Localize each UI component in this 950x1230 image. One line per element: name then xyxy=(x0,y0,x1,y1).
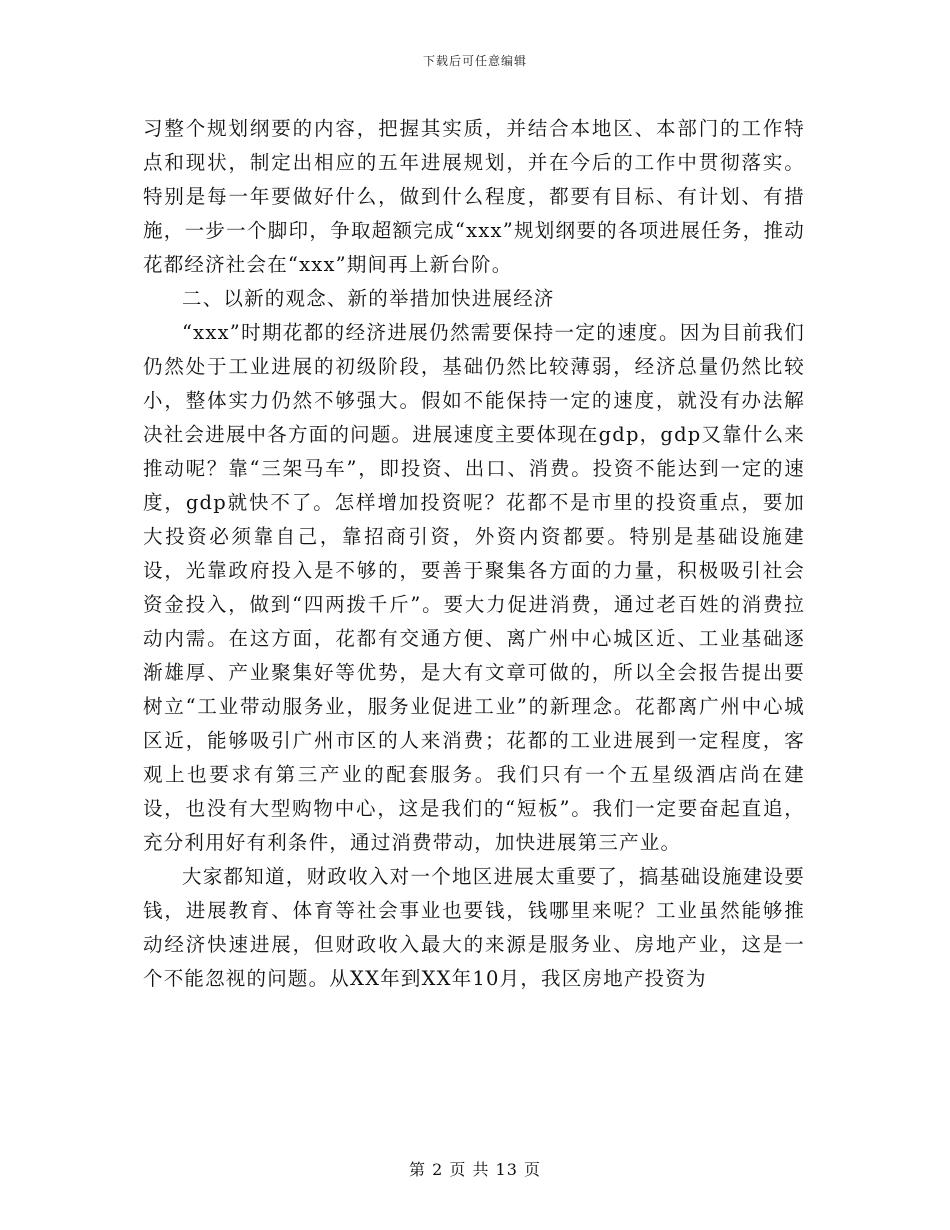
paragraph-continuation: 习整个规划纲要的内容，把握其实质，并结合本地区、本部门的工作特点和现状，制定出相应的五年进展规划，并在今后的工作中贯彻落实。特别是每一年要做好什么，做到什么程度，都要有目标、有计划、有措施，一步一个脚印，争取超额完成“xxx”规划纲要的各项进展任务，推动花都经济社会在“xxx”期间再上新台阶。 xyxy=(143,117,805,276)
paragraph-finance: 大家都知道，财政收入对一个地区进展太重要了，搞基础设施建设要钱，进展教育、体育等社会事业也要钱，钱哪里来呢？工业虽然能够推动经济快速进展，但财政收入最大的来源是服务业、房地产业，这是一个不能忽视的问题。从XX年到XX年10月，我区房地产投资为 xyxy=(143,865,805,990)
header-note: 下载后可任意编辑 xyxy=(422,54,527,68)
paragraph-economy: “xxx”时期花都的经济进展仍然需要保持一定的速度。因为目前我们仍然处于工业进展的初级阶段，基础仍然比较薄弱，经济总量仍然比较小，整体实力仍然不够强大。假如不能保持一定的速度，就没有办法解决社会进展中各方面的问题。进展速度主要体现在gdp，gdp又靠什么来推动呢？靠“三架马车”，即投资、出口、消费。投资不能达到一定的速度，gdp就快不了。怎样增加投资呢？花都不是市里的投资重点，要加大投资必须靠自己，靠招商引资，外资内资都要。特别是基础设施建设，光靠政府投入是不够的，要善于聚集各方面的力量，积极吸引社会资金投入，做到“四两拨千斤”。要大力促进消费，通过老百姓的消费拉动内需。在这方面，花都有交通方便、离广州中心城区近、工业基础逐渐雄厚、产业聚集好等优势，是大有文章可做的，所以全会报告提出要树立“工业带动服务业，服务业促进工业”的新理念。花都离广州中心城区近，能够吸引广州市区的人来消费；花都的工业进展到一定程度，客观上也要求有第三产业的配套服务。我们只有一个五星级酒店尚在建设，也没有大型购物中心，这是我们的“短板”。我们一定要奋起直追，充分利用好有利条件，通过消费带动，加快进展第三产业。 xyxy=(143,321,805,854)
section-heading: 二、以新的观念、新的举措加快进展经济 xyxy=(182,287,555,310)
page-number: 第 2 页 共 13 页 xyxy=(409,1160,541,1179)
document-body xyxy=(143,112,805,996)
